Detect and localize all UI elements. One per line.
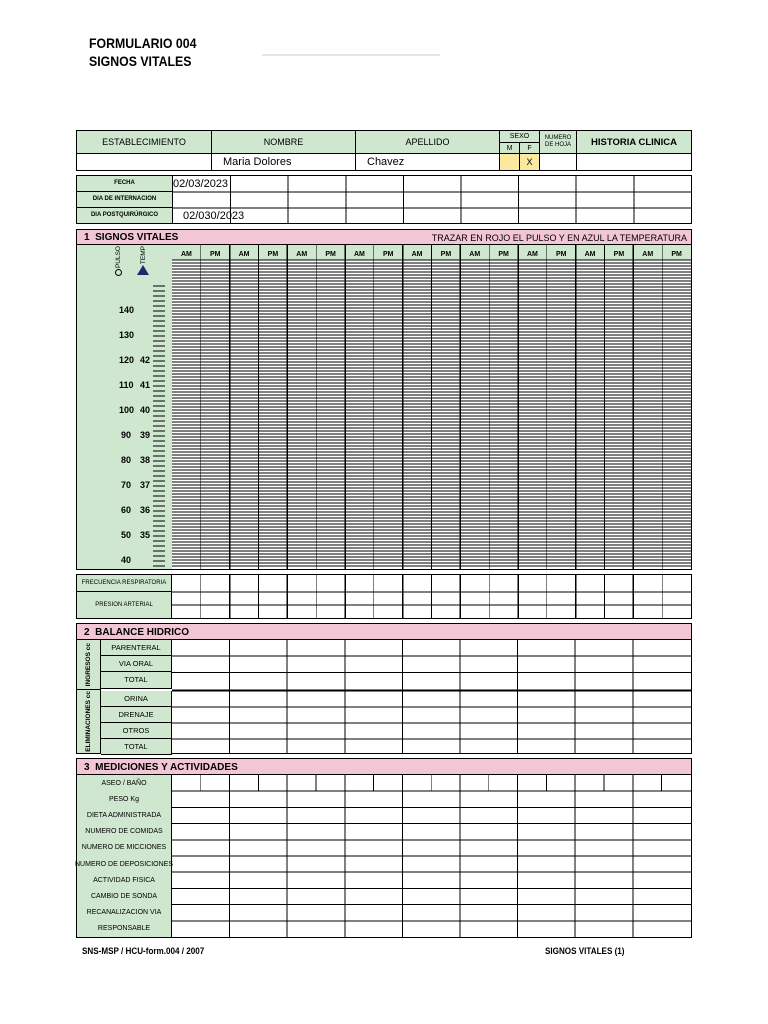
mediciones-row-label: ASEO / BAÑO <box>77 775 172 791</box>
am-column-header: AM <box>238 251 250 258</box>
postquirurgico-label: DIA POSTQUIRÚRGICO <box>77 208 173 223</box>
vitals-scale-ticks <box>151 284 165 569</box>
balance-row-label: TOTAL <box>101 672 172 688</box>
pulse-scale-label: 130 <box>119 330 135 340</box>
pulse-scale-label: 90 <box>121 430 132 440</box>
mediciones-row-label: PESO Kg <box>77 791 172 807</box>
footer-page-title: SIGNOS VITALES (1) <box>545 946 625 956</box>
numero-hoja-label: NUMERO DE HOJA <box>540 131 577 154</box>
am-column-header: AM <box>296 251 308 258</box>
historia-clinica-label: HISTORIA CLINICA <box>577 131 691 154</box>
ingresos-label-cell <box>77 640 101 690</box>
balance-section-title <box>84 627 189 638</box>
temp-label-group <box>137 246 149 275</box>
am-column-header: AM <box>642 251 654 258</box>
sexo-m-label: M <box>500 143 520 154</box>
mediciones-section-number: 3 <box>84 762 90 773</box>
fecha-label: FECHA <box>77 176 173 192</box>
ingresos-label: INGRESOS cc <box>85 642 92 687</box>
mediciones-row-label: NUMERO DE DEPOSICIONES <box>77 856 172 872</box>
mediciones-row-label: ACTIVIDAD FISICA <box>77 872 172 888</box>
eliminaciones-label-cell <box>77 690 101 753</box>
vitals-section-number: 1 <box>84 232 90 243</box>
am-column-header: AM <box>584 251 596 258</box>
pulse-circle-icon <box>115 269 122 276</box>
sexo-f-field[interactable]: X <box>520 154 540 170</box>
balance-row-label: OTROS <box>101 723 172 739</box>
establecimiento-field[interactable] <box>77 154 212 170</box>
pm-column-header: PM <box>267 251 279 258</box>
mediciones-row-label: NUMERO DE MICCIONES <box>77 840 172 856</box>
temp-label: TEMP <box>139 246 147 265</box>
balance-row-label: DRENAJE <box>101 707 172 723</box>
patient-block <box>76 130 692 171</box>
pm-column-header: PM <box>325 251 336 258</box>
pulse-scale-label: 50 <box>121 530 132 540</box>
form-number: FORMULARIO 004 <box>89 35 197 51</box>
form-name: SIGNOS VITALES <box>89 53 192 69</box>
mediciones-row-label: RECANALIZACION VIA <box>77 905 172 921</box>
pulso-label: PULSO <box>115 246 122 269</box>
am-column-header: AM <box>411 251 423 258</box>
fr-pa-grid[interactable] <box>172 575 691 618</box>
dates-block <box>76 175 692 224</box>
am-column-header: AM <box>469 251 481 258</box>
historia-clinica-field[interactable] <box>577 154 691 170</box>
fr-pa-block <box>76 574 692 619</box>
sexo-label: SEXO <box>500 131 540 143</box>
pm-column-header: PM <box>613 251 625 258</box>
am-column-header: AM <box>526 251 538 258</box>
mediciones-row-label: RESPONSABLE <box>77 921 172 937</box>
temp-scale-label: 41 <box>140 380 151 390</box>
balance-row-label: ORINA <box>101 691 172 707</box>
pm-column-header: PM <box>210 251 221 258</box>
form-title <box>89 34 196 70</box>
temp-scale-label: 38 <box>140 455 151 465</box>
temp-scale-label: 42 <box>140 355 151 365</box>
apellido-field[interactable]: Chavez <box>356 154 500 170</box>
pm-column-header: PM <box>556 251 567 258</box>
temp-triangle-icon <box>137 265 149 275</box>
mediciones-section-title <box>84 762 238 773</box>
presion-arterial-label: PRESION ARTERIAL <box>77 592 172 618</box>
postquirurgico-value[interactable]: 02/030/2023 <box>183 210 245 222</box>
balance-grid[interactable] <box>172 640 691 753</box>
numero-hoja-field[interactable] <box>540 154 577 170</box>
mediciones-grid[interactable] <box>172 775 691 937</box>
pulso-label-group <box>115 246 122 276</box>
balance-section <box>76 623 692 754</box>
pulse-scale-label: 40 <box>121 555 132 565</box>
internacion-label: DIA DE INTERNACION <box>77 192 173 208</box>
balance-row-label: TOTAL <box>101 739 172 755</box>
am-column-header: AM <box>180 251 192 258</box>
apellido-label: APELLIDO <box>356 131 500 154</box>
sexo-f-label: F <box>520 143 540 154</box>
balance-section-number: 2 <box>84 627 90 638</box>
temp-scale-label: 40 <box>140 405 151 415</box>
pm-column-header: PM <box>440 251 452 258</box>
pulse-scale-label: 70 <box>121 480 132 490</box>
dates-grid[interactable] <box>173 176 691 223</box>
nombre-label: NOMBRE <box>212 131 356 154</box>
vitals-section-title <box>84 232 178 243</box>
mediciones-section-name: MEDICIONES Y ACTIVIDADES <box>95 762 238 773</box>
pm-column-header: PM <box>671 251 682 258</box>
nombre-field[interactable]: Maria Dolores <box>212 154 356 170</box>
eliminaciones-label: ELIMINACIONES cc <box>85 691 92 752</box>
temp-scale-label: 36 <box>140 505 151 515</box>
fecha-value[interactable]: 02/03/2023 <box>173 178 229 190</box>
temp-scale-label: 35 <box>140 530 151 540</box>
pulse-scale-label: 140 <box>119 305 135 315</box>
mediciones-row-label: NUMERO DE COMIDAS <box>77 824 172 840</box>
balance-row-label: PARENTERAL <box>101 640 172 656</box>
balance-row-label: VIA ORAL <box>101 656 172 672</box>
vitals-section-name: SIGNOS VITALES <box>95 232 179 243</box>
pulse-scale-label: 110 <box>119 380 134 390</box>
am-column-header: AM <box>353 251 365 258</box>
temp-scale-label: 37 <box>140 480 151 490</box>
frecuencia-respiratoria-label: FRECUENCIA RESPIRATORIA <box>77 575 172 592</box>
sexo-m-field[interactable] <box>500 154 520 170</box>
pm-column-header: PM <box>383 251 394 258</box>
pm-column-header: PM <box>498 251 509 258</box>
vitals-instruction: TRAZAR EN ROJO EL PULSO Y EN AZUL LA TEMPERATURA <box>431 233 687 243</box>
pulse-scale-label: 60 <box>121 505 132 515</box>
establecimiento-label: ESTABLECIMIENTO <box>77 131 212 154</box>
pulse-scale-label: 80 <box>121 455 132 465</box>
vitals-grid[interactable] <box>172 245 691 569</box>
pulse-scale-label: 120 <box>119 355 135 365</box>
header-divider <box>262 54 440 56</box>
mediciones-section <box>76 758 692 938</box>
mediciones-row-label: CAMBIO DE SONDA <box>77 888 172 904</box>
vitals-section <box>76 229 692 570</box>
pulse-scale-label: 100 <box>119 405 135 415</box>
mediciones-row-label: DIETA ADMINISTRADA <box>77 807 172 823</box>
balance-section-name: BALANCE HIDRICO <box>95 627 190 638</box>
footer-form-code: SNS-MSP / HCU-form.004 / 2007 <box>82 946 205 956</box>
temp-scale-label: 39 <box>140 430 151 440</box>
